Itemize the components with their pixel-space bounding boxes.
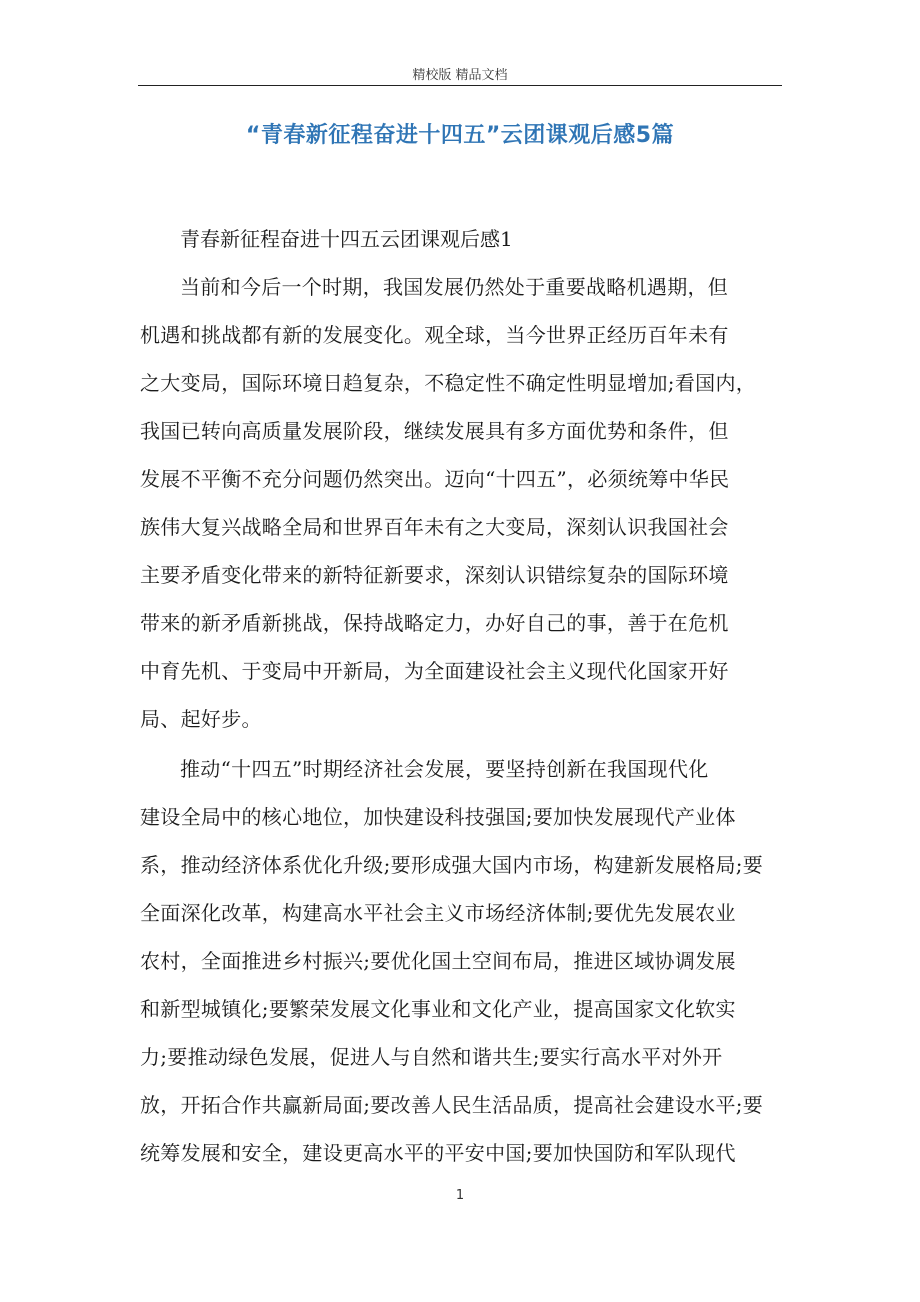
paragraph-line: 全面深化改革，构建高水平社会主义市场经济体制;要优先发展农业 [140, 901, 736, 925]
document-body [140, 215, 820, 1177]
paragraph-line: 主要矛盾变化带来的新特征新要求，深刻认识错综复杂的国际环境 [140, 563, 729, 587]
paragraph-line: 当前和今后一个时期，我国发展仍然处于重要战略机遇期，但 [180, 275, 729, 299]
paragraph-line: 局、起好步。 [140, 707, 262, 731]
paragraph-line: 力;要推动绿色发展，促进人与自然和谐共生;要实行高水平对外开 [140, 1045, 723, 1069]
paragraph-line: 族伟大复兴战略全局和世界百年未有之大变局，深刻认识我国社会 [140, 515, 729, 539]
page-number: 1 [455, 1188, 465, 1203]
paragraph-line: 发展不平衡不充分问题仍然突出。迈向“十四五”，必须统筹中华民 [140, 467, 730, 491]
paragraph-line: 统筹发展和安全，建设更高水平的平安中国;要加快国防和军队现代 [140, 1141, 736, 1165]
page-header: 精校版 精品文档 [412, 68, 508, 83]
paragraph-line: 系，推动经济体系优化升级;要形成强大国内市场，构建新发展格局;要 [140, 853, 764, 877]
paragraph-line: 建设全局中的核心地位，加快建设科技强国;要加快发展现代产业体 [140, 805, 736, 829]
paragraph-line: 放，开拓合作共赢新局面;要改善人民生活品质，提高社会建设水平;要 [140, 1093, 764, 1117]
paragraph-line: 之大变局，国际环境日趋复杂，不稳定性不确定性明显增加;看国内， [140, 371, 757, 395]
paragraph-line: 机遇和挑战都有新的发展变化。观全球，当今世界正经历百年未有 [140, 323, 729, 347]
paragraph-line: 带来的新矛盾新挑战，保持战略定力，办好自己的事，善于在危机 [140, 611, 729, 635]
paragraph-line: 推动“十四五”时期经济社会发展，要坚持创新在我国现代化 [180, 757, 709, 781]
section-heading: 青春新征程奋进十四五云团课观后感1 [180, 227, 513, 251]
paragraph-line: 农村，全面推进乡村振兴;要优化国土空间布局，推进区域协调发展 [140, 949, 736, 973]
header-divider [138, 85, 782, 86]
paragraph-2 [140, 745, 820, 1177]
document-title: “青春新征程奋进十四五”云团课观后感5篇 [245, 123, 675, 148]
paragraph-line: 和新型城镇化;要繁荣发展文化事业和文化产业，提高国家文化软实 [140, 997, 736, 1021]
paragraph-line: 我国已转向高质量发展阶段，继续发展具有多方面优势和条件，但 [140, 419, 729, 443]
paragraph-1 [140, 263, 820, 743]
paragraph-line: 中育先机、于变局中开新局，为全面建设社会主义现代化国家开好 [140, 659, 729, 683]
